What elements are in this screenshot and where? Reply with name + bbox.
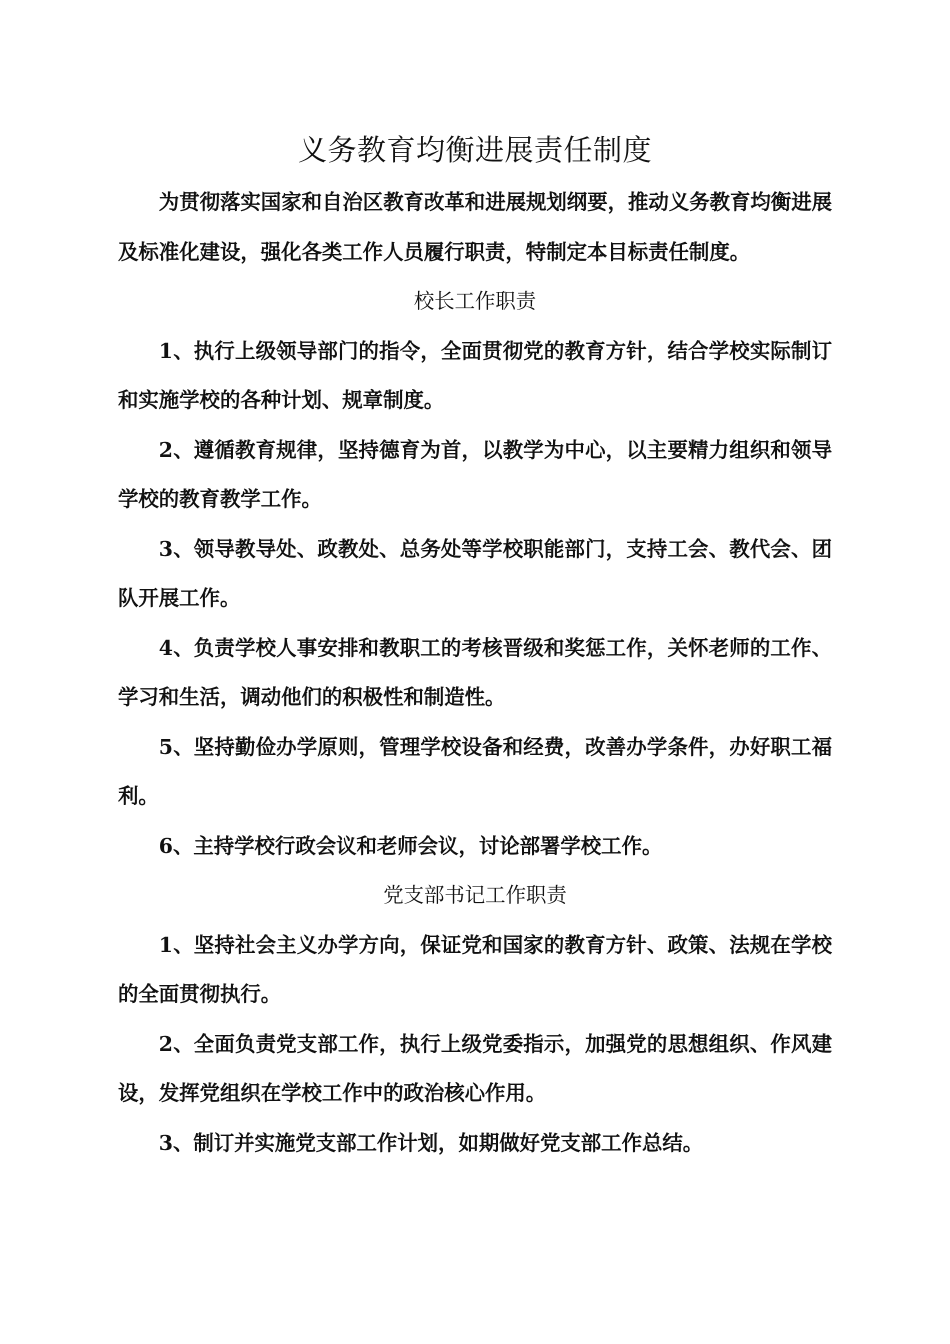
list-item: 3、制订并实施党支部工作计划，如期做好党支部工作总结。 <box>158 1130 704 1155</box>
intro-paragraph: 为贯彻落实国家和自治区教育改革和进展规划纲要，推动义务教育均衡进展及标准化建设，强化各类工作人员履行职责，特制定本目标责任制度。 <box>118 190 832 264</box>
list-item: 1、执行上级领导部门的指令，全面贯彻党的教育方针，结合学校实际制订和实施学校的各种计划、规章制度。 <box>118 338 832 412</box>
list-item: 4、负责学校人事安排和教职工的考核晋级和奖惩工作，关怀老师的工作、学习和生活，调动他们的积极性和制造性。 <box>118 635 832 709</box>
section-heading: 党支部书记工作职责 <box>383 883 567 907</box>
list-item: 5、坚持勤俭办学原则，管理学校设备和经费，改善办学条件，办好职工福利。 <box>118 734 832 808</box>
document-title: 义务教育均衡进展责任制度 <box>297 133 652 167</box>
section-heading: 校长工作职责 <box>413 289 537 313</box>
document-page <box>118 128 832 1168</box>
list-item: 2、全面负责党支部工作，执行上级党委指示，加强党的思想组织、作风建设，发挥党组织在学校工作中的政治核心作用。 <box>118 1031 832 1105</box>
list-item: 6、主持学校行政会议和老师会议，讨论部署学校工作。 <box>158 833 663 858</box>
list-item: 2、遵循教育规律，坚持德育为首，以教学为中心，以主要精力组织和领导学校的教育教学工作。 <box>118 437 832 511</box>
section-principal <box>118 277 832 871</box>
section-party-secretary <box>118 871 832 1168</box>
list-item: 3、领导教导处、政教处、总务处等学校职能部门，支持工会、教代会、团队开展工作。 <box>118 536 832 610</box>
list-item: 1、坚持社会主义办学方向，保证党和国家的教育方针、政策、法规在学校的全面贯彻执行。 <box>118 932 832 1006</box>
